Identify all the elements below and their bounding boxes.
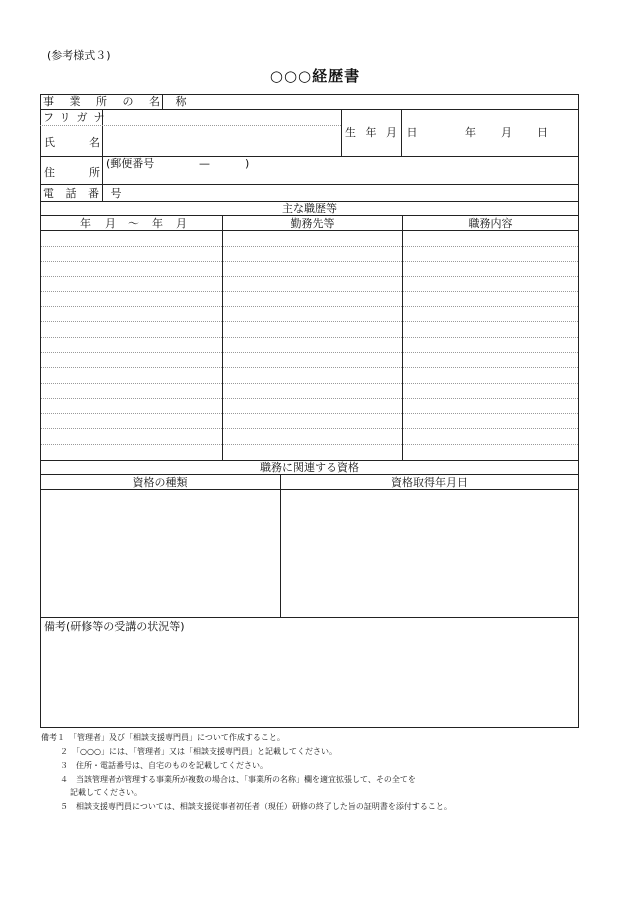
- birth-day-unit: 日: [537, 126, 548, 139]
- career-col-period-month-to: 月: [176, 217, 187, 230]
- postal-code-close: ): [245, 157, 250, 170]
- page-title: ○○○経歴書: [269, 67, 361, 85]
- remarks-label: 備考(研修等の受講の状況等): [44, 620, 185, 633]
- career-period-column[interactable]: [41, 231, 222, 460]
- address-label-second: 所: [89, 166, 100, 179]
- postal-code-label: (郵便番号: [106, 157, 155, 170]
- reference-form-label: (参考様式３): [47, 49, 111, 62]
- career-col-duties: 職務内容: [468, 217, 513, 230]
- name-label-first: 氏: [44, 136, 55, 149]
- note-2: ２ 「○○○」には、「管理者」又は「相談支援専門員」と記載してください。: [60, 747, 337, 756]
- office-name-label: 事 業 所 の 名 称: [43, 95, 193, 108]
- career-section-title: 主な職歴等: [282, 202, 337, 215]
- qualifications-section-title: 職務に関連する資格: [260, 461, 359, 474]
- qualification-date-header: 資格取得年月日: [391, 476, 468, 489]
- career-duties-column[interactable]: [403, 231, 578, 460]
- phone-label: 電 話 番 号: [43, 187, 126, 200]
- note-4-continued: 記載してください。: [70, 788, 142, 797]
- career-col-period-year-from: 年: [80, 217, 91, 230]
- career-workplace-column[interactable]: [223, 231, 402, 460]
- career-col-period-year-to: 年: [152, 217, 163, 230]
- birth-month-unit: 月: [501, 126, 512, 139]
- postal-code-dash: —: [199, 157, 210, 170]
- birth-year-unit: 年: [465, 126, 476, 139]
- address-field[interactable]: [104, 170, 577, 183]
- phone-field[interactable]: [104, 186, 577, 200]
- qualification-type-header: 資格の種類: [132, 476, 188, 489]
- birth-date-field[interactable]: [403, 110, 577, 155]
- note-5: ５ 相談支援専門員については、相談支援従事者初任者（現任）研修の終了した旨の証明書を添付すること。: [60, 802, 452, 811]
- note-1: 備考１ 「管理者」及び「相談支援専門員」について作成すること。: [41, 733, 285, 742]
- note-4: ４ 当該管理者が管理する事業所が複数の場合は、「事業所の名称」欄を適宜拡張して、その全てを: [60, 775, 416, 784]
- furigana-label: フリガナ: [43, 111, 111, 124]
- qualification-type-field[interactable]: [41, 490, 280, 616]
- qualification-date-field[interactable]: [281, 490, 578, 616]
- note-3: ３ 住所・電話番号は、自宅のものを記載してください。: [60, 761, 268, 770]
- name-field[interactable]: [104, 126, 340, 155]
- furigana-field[interactable]: [104, 110, 340, 124]
- name-label-second: 名: [89, 136, 100, 149]
- birth-date-label: 生 年 月 日: [345, 126, 421, 139]
- office-name-field[interactable]: [163, 95, 577, 108]
- career-col-workplace: 勤務先等: [290, 217, 335, 230]
- career-col-period-tilde: 〜: [128, 217, 139, 230]
- address-label-first: 住: [44, 166, 55, 179]
- remarks-field[interactable]: [41, 634, 578, 726]
- career-col-period-month-from: 月: [105, 217, 116, 230]
